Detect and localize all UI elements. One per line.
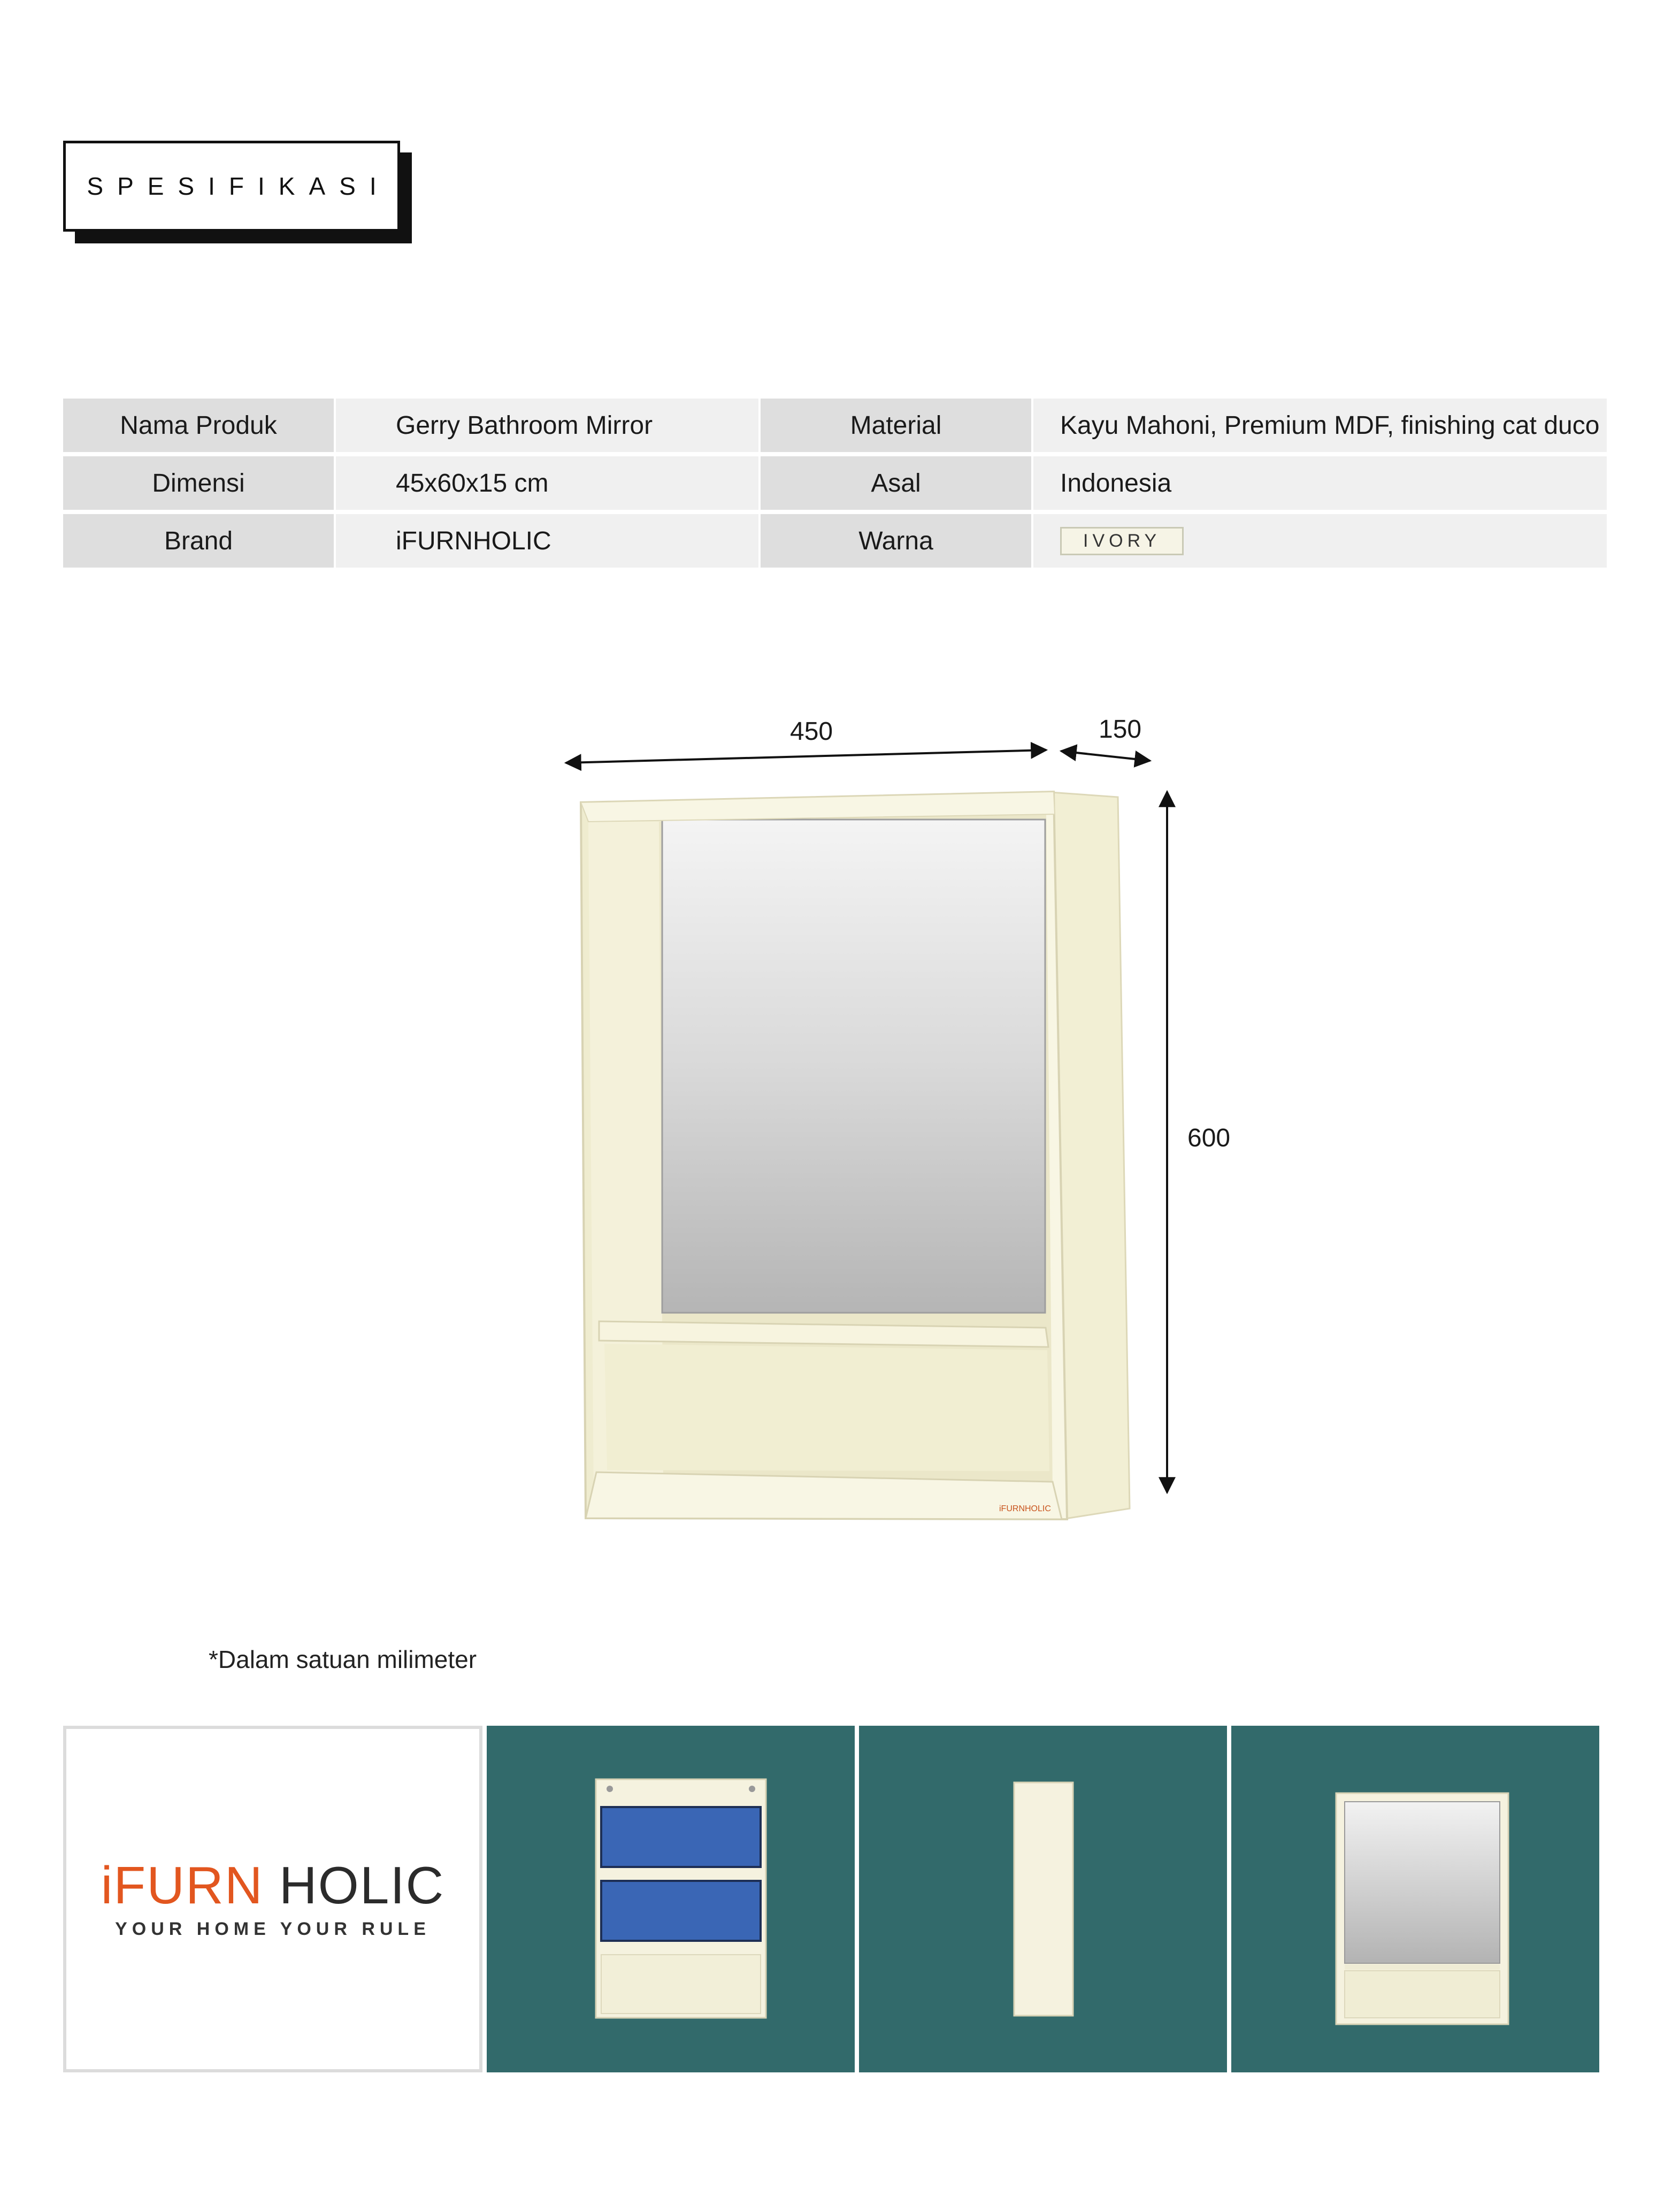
brand-logo-panel [63,1726,482,2072]
spec-table [63,399,1600,568]
width-label: 450 [790,717,833,746]
technical-drawing [0,695,1672,1551]
spec-value-material: Kayu Mahoni, Premium MDF, finishing cat duco [1033,399,1607,452]
page-title: SPESIFIKASI [87,172,390,200]
mirror-glass [662,820,1045,1313]
spec-label-warna: Warna [761,514,1031,568]
spec-value-dimensi: 45x60x15 cm [336,456,758,510]
spec-value-warna [1033,514,1607,568]
title-box [63,141,400,232]
cabinet-lower-back [604,1344,1049,1471]
thumbnail-side-view[interactable] [859,1726,1227,2072]
depth-dimension-arrow [1061,751,1150,761]
color-swatch-ivory: IVORY [1060,527,1184,555]
brand-logo-part2: HOLIC [279,1855,445,1915]
spec-label-material: Material [761,399,1031,452]
spec-label-brand: Brand [63,514,334,568]
side-view-image [859,1726,1227,2072]
thumbnail-front-view[interactable] [1231,1726,1599,2072]
cabinet-logo-engraving: iFURNHOLIC [999,1504,1051,1513]
brand-logo [101,1855,445,1915]
unit-note: *Dalam satuan milimeter [209,1645,477,1673]
cabinet-illustration [0,695,1672,1551]
gallery-strip [63,1726,1601,2072]
front-view-image [1231,1726,1599,2072]
back-view-image [487,1726,855,2072]
spec-label-asal: Asal [761,456,1031,510]
thumbnail-back-view[interactable] [487,1726,855,2072]
spec-label-dimensi: Dimensi [63,456,334,510]
depth-label: 150 [1099,715,1142,744]
brand-logo-part1: iFURN [101,1855,264,1915]
width-dimension-arrow [566,750,1046,763]
spec-label-nama-produk: Nama Produk [63,399,334,452]
spec-value-nama-produk: Gerry Bathroom Mirror [336,399,758,452]
spec-value-asal: Indonesia [1033,456,1607,510]
spec-value-brand: iFURNHOLIC [336,514,758,568]
brand-tagline: YOUR HOME YOUR RULE [115,1918,431,1939]
height-label: 600 [1187,1124,1231,1152]
